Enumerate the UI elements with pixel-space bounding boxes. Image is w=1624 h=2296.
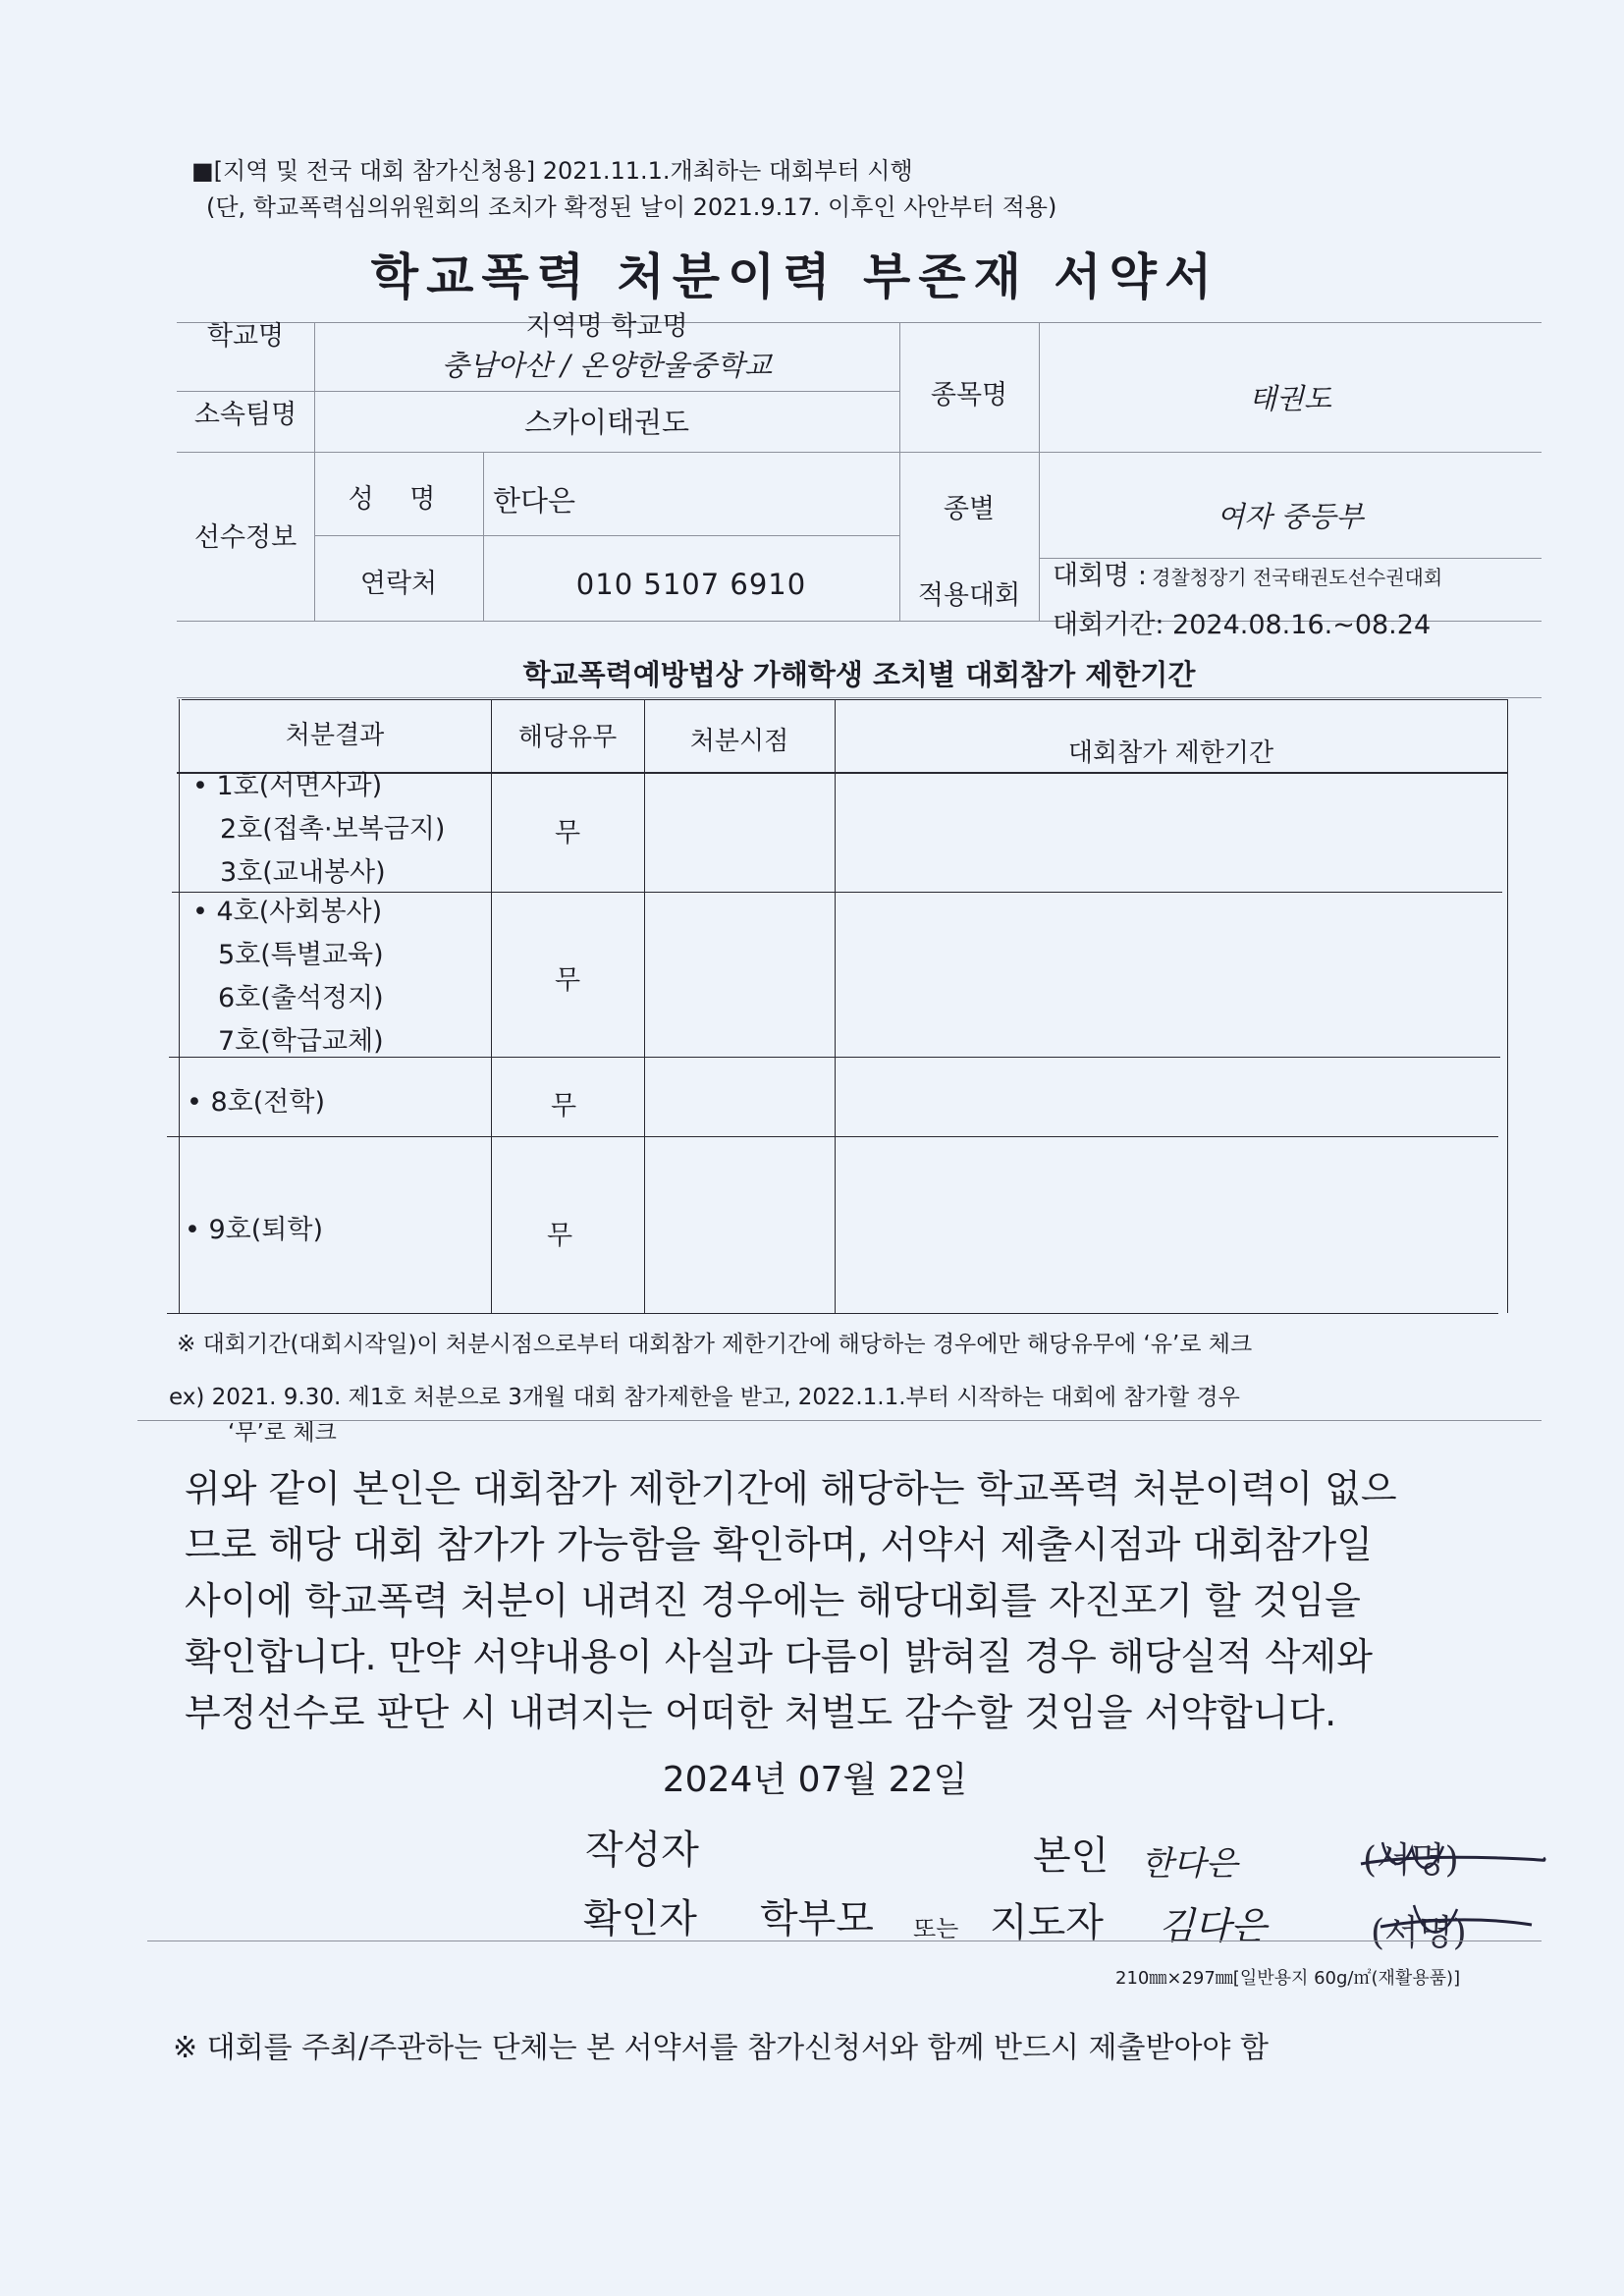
pledge-text	[185, 1461, 1490, 1741]
event-period-label: 대회기간:	[1053, 610, 1164, 640]
confirmer-label: 확인자	[583, 1896, 697, 1941]
row2-applies: 무	[554, 965, 581, 996]
notice-line-2: (단, 학교폭력심의위원회의 조치가 확정된 날이 2021.9.17. 이후인 사안부터 적용)	[206, 193, 1057, 221]
coach-signature-scribble	[1375, 1893, 1542, 1952]
row1-applies: 무	[554, 818, 581, 848]
event-name-label: 대회명 :	[1053, 561, 1147, 591]
row2-item: 7호(학급교체)	[218, 1026, 384, 1057]
note-example-1: ex) 2021. 9.30. 제1호 처분으로 3개월 대회 참가제한을 받고, 2022.1.1.부터 시작하는 대회에 참가할 경우	[169, 1385, 1240, 1410]
header-period: 대회참가 제한기간	[1067, 738, 1274, 768]
row3-item: • 8호(전학)	[187, 1087, 325, 1118]
school-sub-label: 지역명 학교명	[525, 311, 688, 342]
sport-value: 태권도	[1248, 382, 1332, 415]
row3-applies: 무	[550, 1091, 577, 1121]
note-example-2: ‘무’로 체크	[228, 1420, 337, 1446]
table-caption: 학교폭력예방법상 가해학생 조치별 대회참가 제한기간	[522, 658, 1196, 691]
paper-spec: 210㎜×297㎜[일반용지 60g/㎡(재활용품)]	[1115, 1968, 1461, 1989]
row1-item: 3호(교내봉사)	[220, 857, 386, 888]
event-name-value: 경찰청장기 전국태권도선수권대회	[1152, 566, 1443, 589]
sport-label: 종목명	[930, 380, 1008, 410]
category-label: 종별	[943, 494, 996, 524]
contact-label: 연락처	[359, 569, 438, 599]
parent-label: 학부모	[760, 1896, 874, 1941]
header-time: 처분시점	[689, 727, 789, 756]
coach-label: 지도자	[990, 1900, 1104, 1945]
name-value: 한다은	[493, 484, 576, 518]
row2-item: 5호(특별교육)	[218, 940, 384, 970]
writer-label: 작성자	[585, 1828, 699, 1873]
self-signature-scribble	[1353, 1829, 1549, 1887]
player-info-label: 선수정보	[193, 522, 298, 553]
row4-applies: 무	[546, 1221, 573, 1251]
self-sign-mark: (서명)	[1363, 1840, 1459, 1881]
event-period-value: 2024.08.16.~08.24	[1172, 610, 1432, 640]
contact-value: 010 5107 6910	[575, 568, 807, 601]
final-note: ※ 대회를 주최/주관하는 단체는 본 서약서를 참가신청서와 함께 반드시 제출받아야 함	[173, 2031, 1269, 2065]
self-label: 본인	[1033, 1833, 1110, 1879]
coach-handwritten-name: 김다은	[1159, 1904, 1268, 1947]
pledge-line: 부정선수로 판단 시 내려지는 어떠한 처벌도 감수할 것임을 서약합니다.	[185, 1691, 1337, 1734]
event-period-row	[1053, 603, 1431, 641]
coach-sign-mark: (서명)	[1371, 1913, 1467, 1953]
event-name-row	[1053, 554, 1442, 592]
pledge-line: 사이에 학교폭력 처분이 내려진 경우에는 해당대회를 자진포기 할 것임을	[185, 1579, 1361, 1622]
self-handwritten-name: 한다은	[1141, 1844, 1238, 1884]
notice-line-1: ■[지역 및 전국 대회 참가신청용] 2021.11.1.개최하는 대회부터 시행	[191, 157, 913, 185]
pledge-line: 위와 같이 본인은 대회참가 제한기간에 해당하는 학교폭력 처분이력이 없으	[185, 1467, 1397, 1510]
row1-item: • 1호(서면사과)	[192, 771, 383, 801]
header-result: 처분결과	[285, 721, 385, 750]
pledge-date: 2024년 07월 22일	[662, 1760, 968, 1800]
name-label: 성 명	[348, 484, 450, 515]
category-value: 여자 중등부	[1217, 500, 1364, 533]
note-check: ※ 대회기간(대회시작일)이 처분시점으로부터 대회참가 제한기간에 해당하는 경우에만 해당유무에 ‘유’로 체크	[177, 1332, 1253, 1357]
header-applies: 해당유무	[517, 723, 618, 752]
or-label: 또는	[913, 1915, 959, 1942]
row1-item: 2호(접촉·보복금지)	[220, 814, 446, 845]
pledge-line: 므로 해당 대회 참가가 가능함을 확인하며, 서약서 제출시점과 대회참가일	[185, 1523, 1373, 1566]
row2-item: • 4호(사회봉사)	[192, 897, 383, 927]
pledge-line: 확인합니다. 만약 서약내용이 사실과 다름이 밝혀질 경우 해당실적 삭제와	[185, 1635, 1373, 1678]
team-value: 스카이태권도	[523, 406, 690, 439]
document-title: 학교폭력 처분이력 부존재 서약서	[370, 248, 1220, 305]
event-label: 적용대회	[917, 580, 1021, 611]
row4-item: • 9호(퇴학)	[185, 1215, 323, 1245]
team-label: 소속팀명	[193, 400, 298, 430]
school-label: 학교명	[206, 321, 285, 352]
school-value: 충남아산 / 온양한울중학교	[441, 349, 773, 382]
row2-item: 6호(출석정지)	[218, 983, 384, 1013]
